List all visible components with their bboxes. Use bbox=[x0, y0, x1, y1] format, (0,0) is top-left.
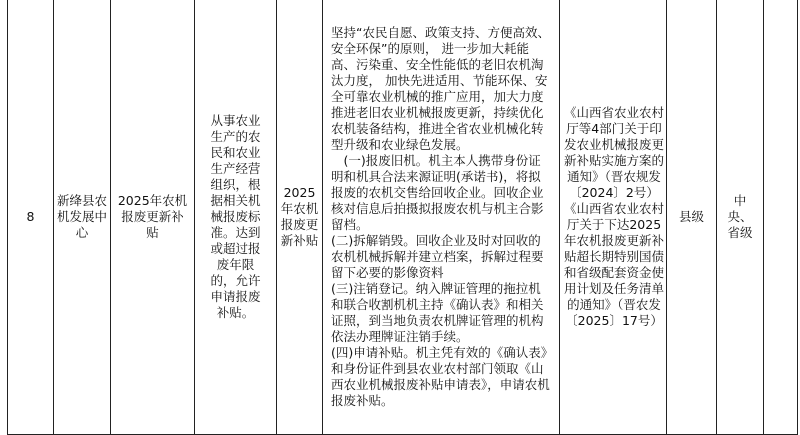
content-cell bbox=[323, 0, 560, 435]
row-index: 8 bbox=[26, 209, 35, 224]
row-index-cell bbox=[8, 0, 54, 435]
remark-cell bbox=[764, 0, 798, 435]
subsidy-table bbox=[7, 0, 798, 435]
content-step-2: (二)拆解销毁。回收企业及时对回收的农机机械拆解并建立档案，拆解过程要留下必要的影像资料 bbox=[331, 233, 544, 280]
policy-basis: 《山西省农业农村厅等4部门关于印发农业机械报废更新补贴实施方案的通知》（晋农规发〔2024〕2号）《山西省农业农村厅关于下达2025年农机报废更新补贴超长期特别国债和省级配套资金使用计划及任务清单的通知》（晋农发〔2025〕17号） bbox=[563, 105, 664, 328]
funding-source: 中央、省级 bbox=[727, 193, 753, 240]
content-step-4: (四)申请补贴。机主凭有效的《确认表》和身份证件到县农业农村部门领取《山西农业机械报废补贴申请表》，申请农机报废补贴。 bbox=[331, 345, 550, 408]
content-step-1: (一)报废旧机。机主本人携带身份证明和机具合法来源证明(承诺书)，将拟报废的农机交售给回收企业。回收企业核对信息后拍摄拟报废农机与机主合影留档。 bbox=[331, 153, 544, 232]
level-cell bbox=[667, 0, 717, 435]
policy-basis-cell bbox=[560, 0, 667, 435]
subsidy-type-cell bbox=[277, 0, 323, 435]
content-text bbox=[325, 25, 557, 409]
department-cell bbox=[54, 0, 111, 435]
department-name: 新绛县农机发展中心 bbox=[57, 193, 108, 240]
item-name: 2025年农机报废更新补贴 bbox=[117, 193, 188, 240]
content-paragraph-intro: 坚持“农民自愿、政策支持、方便高效、安全环保”的原则， 进一步加大耗能高、污染重、安全性能低的老旧农机淘汰力度， 加快先进适用、节能环保、安全可靠农业机械的推广应用，加大力度推进老旧农业机械报废更新，持续优化农机装备结构，推进全省农业机械化转型升级和农业绿色发展。 bbox=[331, 25, 550, 152]
content-step-3: (三)注销登记。纳入牌证管理的拖拉机和联合收割机机主持《确认表》和相关证照，到当地负责农机牌证管理的机构依法办理牌证注销手续。 bbox=[331, 281, 544, 344]
item-name-cell bbox=[111, 0, 195, 435]
funding-cell bbox=[717, 0, 764, 435]
subsidy-type: 2025年农机报废更新补贴 bbox=[280, 185, 319, 248]
table-row bbox=[8, 0, 798, 435]
applicant-condition: 从事农业生产的农民和农业生产经营组织，根据相关机械报废标准。达到或超过报废年限的，允许申请报废补贴。 bbox=[210, 113, 261, 320]
condition-cell bbox=[195, 0, 277, 435]
admin-level: 县级 bbox=[678, 209, 704, 224]
